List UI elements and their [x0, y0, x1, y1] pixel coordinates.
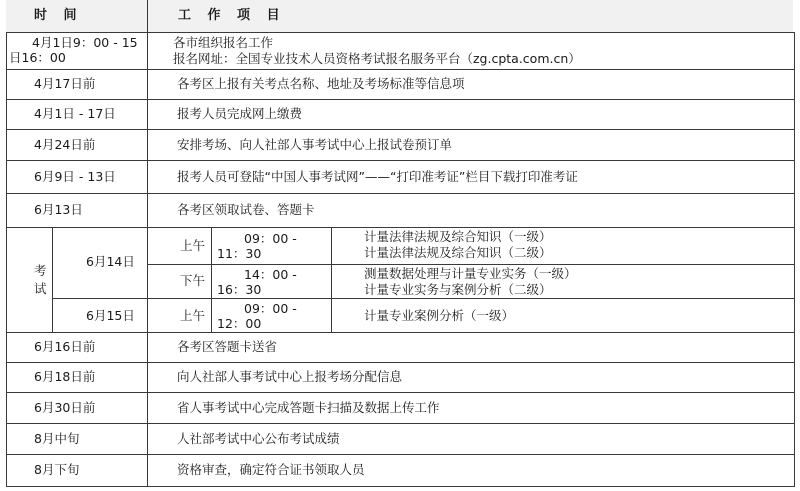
row-time: 8月下旬: [34, 462, 80, 477]
exam-day1-pm-subject: 测量数据处理与计量专业实务（一级）: [364, 266, 577, 281]
exam-day1-pm-time: 14：00 -: [244, 267, 297, 282]
rule: [147, 0, 148, 487]
row-item: 各市组织报名工作: [173, 35, 274, 50]
row-time: 8月中旬: [34, 431, 80, 446]
exam-day1-pm-period: 下午: [180, 273, 206, 288]
exam-label: 考试: [34, 263, 47, 296]
row-item: 报考人员完成网上缴费: [177, 106, 303, 121]
rule: [6, 32, 7, 487]
rule: [6, 423, 794, 424]
row-time: 4月24日前: [34, 137, 96, 152]
rule: [6, 193, 794, 194]
exam-day2-am-period: 上午: [180, 308, 206, 323]
rule: [6, 32, 794, 33]
rule: [331, 227, 332, 332]
row-time: 日16：00: [9, 50, 66, 65]
header-item: 工 作 项 目: [178, 8, 286, 23]
row-item: 报考人员可登陆“中国人事考试网”——“打印准考证”栏目下载打印准考证: [177, 169, 578, 184]
row-item: 人社部考试中心公布考试成绩: [177, 431, 340, 446]
row-time: 4月1日 - 17日: [34, 106, 116, 121]
exam-day1-am-subject: 计量法律法规及综合知识（二级）: [364, 245, 552, 260]
row-time: 6月13日: [34, 202, 83, 217]
row-item: 各考区答题卡送省: [177, 339, 278, 354]
row-time: 6月30日前: [34, 400, 96, 415]
exam-day1-am-subject: 计量法律法规及综合知识（一级）: [364, 229, 552, 244]
rule: [52, 298, 794, 299]
rule: [794, 32, 795, 487]
row-item: 资格审查，确定符合证书领取人员: [177, 462, 365, 477]
exam-day2-am-subject: 计量专业案例分析（一级）: [364, 308, 515, 323]
rule: [6, 69, 794, 70]
row-item: 省人事考试中心完成答题卡扫描及数据上传工作: [177, 400, 440, 415]
row-item: 各考区领取试卷、答题卡: [177, 202, 315, 217]
rule: [6, 160, 794, 161]
row-time: 4月1日9：00 - 15: [32, 35, 138, 50]
rule: [6, 227, 794, 228]
rule: [148, 264, 794, 265]
rule: [6, 454, 794, 455]
exam-day1-pm-time: 16：30: [217, 282, 262, 297]
rule: [6, 332, 794, 333]
exam-day1-am-time: 11：30: [217, 246, 262, 261]
row-item: 向人社部人事考试中心上报考场分配信息: [177, 369, 403, 384]
row-item: 各考区上报有关考点名称、地址及考场标准等信息项: [177, 76, 465, 91]
row-time: 6月16日前: [34, 339, 96, 354]
row-time: 6月9日 - 13日: [34, 169, 116, 184]
exam-day1-date: 6月14日: [86, 254, 135, 269]
exam-day1-am-period: 上午: [180, 238, 206, 253]
exam-day2-date: 6月15日: [86, 308, 135, 323]
row-time: 4月17日前: [34, 76, 96, 91]
row-time: 6月18日前: [34, 369, 96, 384]
rule: [6, 486, 794, 487]
exam-day2-am-time: 09：00 -: [244, 301, 297, 316]
exam-day1-am-time: 09：00 -: [244, 231, 297, 246]
rule: [211, 227, 212, 332]
header-item-cell: [148, 0, 793, 32]
rule: [6, 99, 794, 100]
exam-day2-am-time: 12：00: [217, 316, 262, 331]
rule: [52, 227, 53, 332]
rule: [6, 129, 794, 130]
header-time: 时 间: [34, 8, 83, 23]
rule: [6, 362, 794, 363]
row-item: 报名网址：全国专业技术人员资格考试报名服务平台（zg.cpta.com.cn）: [173, 51, 581, 66]
exam-day1-pm-subject: 计量专业实务与案例分析（二级）: [364, 282, 552, 297]
rule: [6, 392, 794, 393]
row-item: 安排考场、向人社部人事考试中心上报试卷预订单: [177, 137, 453, 152]
header-time-cell: [6, 0, 147, 32]
